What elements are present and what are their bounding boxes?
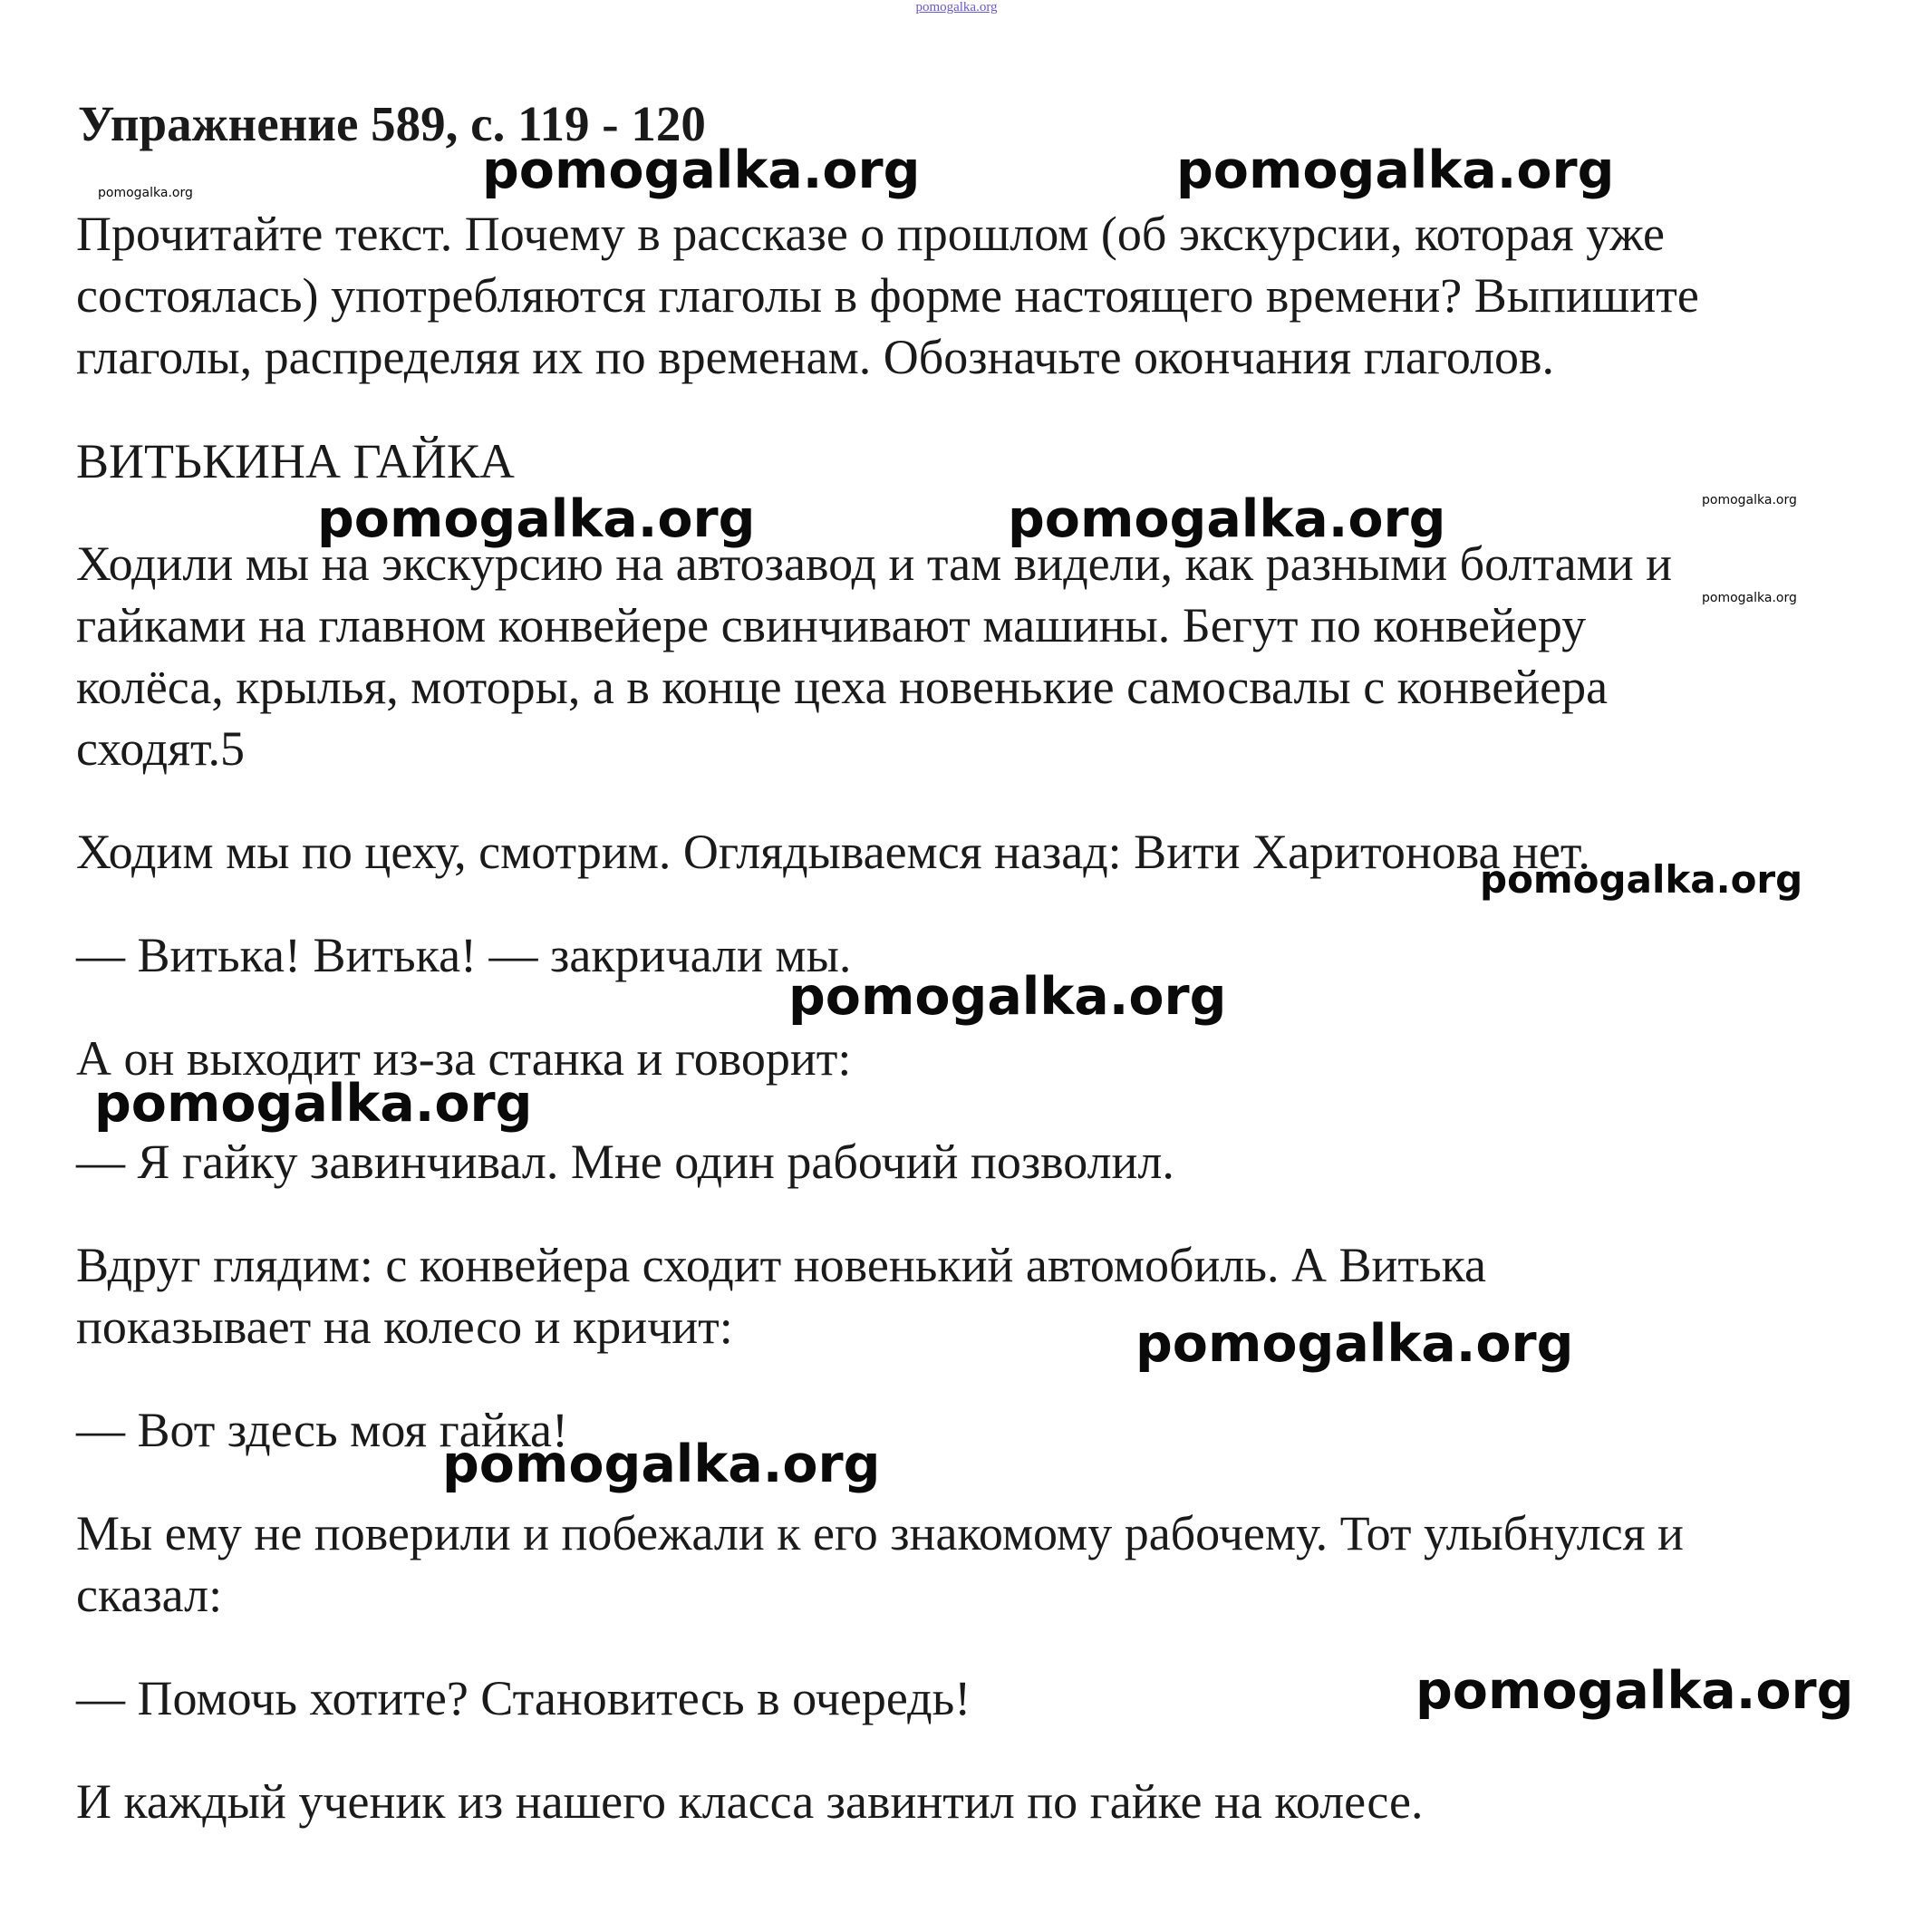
watermark: pomogalka.org — [1008, 489, 1446, 549]
story-paragraph-2: Ходим мы по цеху, смотрим. Оглядываемся назад: Вити Харитонова нет. — [76, 825, 1590, 879]
task-line: Прочитайте текст. Почему в рассказе о прошлом (об экскурсии, которая уже — [76, 207, 1665, 261]
watermark: pomogalka.org — [788, 967, 1227, 1027]
story-paragraph-5: — Я гайку завинчивал. Мне один рабочий позволил. — [76, 1135, 1174, 1189]
story-line: гайками на главном конвейере свинчивают машины. Бегут по конвейеру — [76, 598, 1587, 652]
story-line: Вдруг глядим: с конвейера сходит новенький автомобиль. А Витька — [76, 1238, 1487, 1292]
story-paragraph-7: — Вот здесь моя гайка! — [76, 1403, 569, 1457]
story-line: показывает на колесо и кричит: — [76, 1299, 733, 1354]
watermark: pomogalka.org — [442, 1435, 881, 1494]
watermark-small: pomogalka.org — [1702, 591, 1797, 605]
watermark: pomogalka.org — [1480, 857, 1803, 902]
story-line: Ходили мы на экскурсию на автозавод и там видели, как разными болтами и — [76, 536, 1673, 591]
watermark: pomogalka.org — [1415, 1661, 1854, 1721]
task-line: глаголы, распределяя их по временам. Обозначьте окончания глаголов. — [76, 330, 1555, 384]
story-paragraph-4: А он выходит из-за станка и говорит: — [76, 1031, 852, 1086]
story-line: колёса, крылья, моторы, а в конце цеха новенькие самосвалы с конвейера — [76, 660, 1609, 714]
watermark: pomogalka.org — [94, 1074, 533, 1134]
watermark: pomogalka.org — [482, 140, 921, 200]
watermark-small: pomogalka.org — [1702, 493, 1797, 507]
story-paragraph-9: — Помочь хотите? Становитесь в очередь! — [76, 1671, 971, 1725]
story-line: сходят.5 — [76, 721, 245, 776]
watermark-small: pomogalka.org — [98, 186, 193, 200]
story-line: Мы ему не поверили и побежали к его знакомому рабочему. Тот улыбнулся и — [76, 1506, 1684, 1560]
exercise-title: Упражнение 589, с. 119 - 120 — [78, 96, 706, 151]
task-line: состоялась) употребляются глаголы в форме настоящего времени? Выпишите — [76, 268, 1699, 323]
watermark: pomogalka.org — [317, 489, 756, 549]
story-heading: ВИТЬКИНА ГАЙКА — [76, 434, 515, 488]
story-paragraph-10: И каждый ученик из нашего класса завинтил по гайке на колесе. — [76, 1774, 1424, 1829]
story-line: сказал: — [76, 1568, 223, 1622]
story-paragraph-3: — Витька! Витька! — закричали мы. — [76, 928, 852, 982]
site-link[interactable]: pomogalka.org — [915, 0, 998, 14]
watermark: pomogalka.org — [1176, 140, 1615, 200]
watermark: pomogalka.org — [1135, 1314, 1574, 1374]
